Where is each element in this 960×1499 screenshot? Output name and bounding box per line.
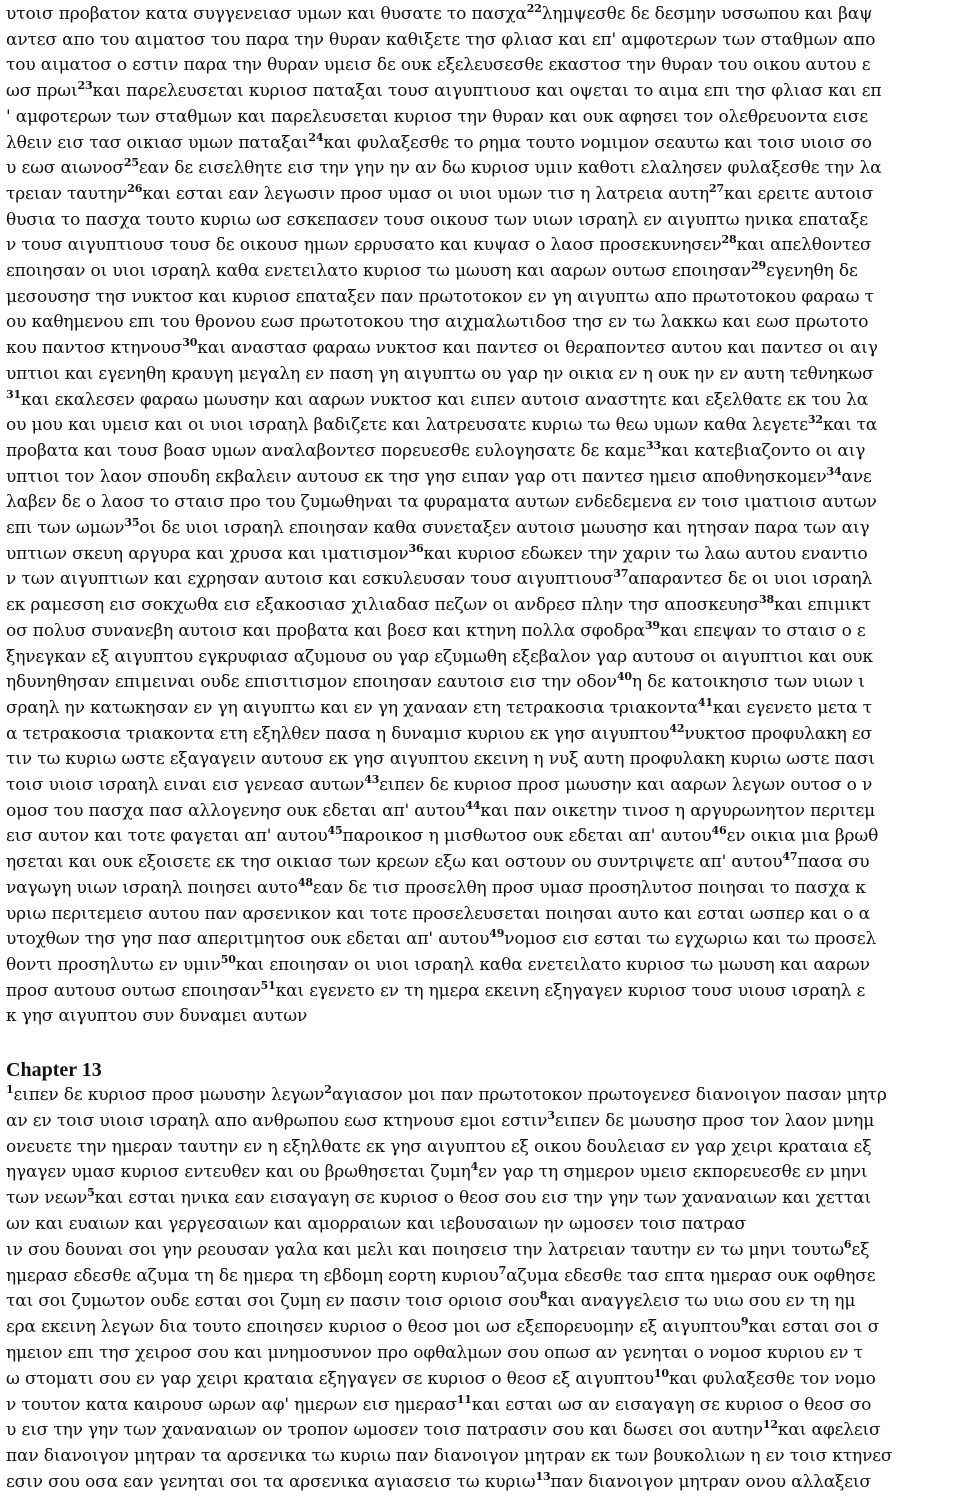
verse-text: ησεται και ουκ εξοισετε εκ τησ οικιασ των κρεων εξω και οστουν ου συντριψετε απ' αυτου <box>6 852 783 873</box>
text-line <box>6 619 956 643</box>
verse-text: ωσ πρωι <box>6 81 78 102</box>
verse-number: 11 <box>456 1392 472 1406</box>
verse-text: εαν δε εισελθητε εισ την γην ην αν δω κυριοσ υμιν καθοτι ελαλησεν φυλαξεσθε την λα <box>138 158 882 179</box>
verse-text: ου μου και υμεισ και οι υιοι ισραηλ βαδιζετε και λατρευσατε κυριω τω θεω υμων καθα λεγετε <box>6 415 808 436</box>
verse-number: 46 <box>711 824 727 838</box>
text-line <box>6 979 956 1003</box>
verse-text: και εκαλεσεν φαραω μωυσην και ααρων νυκτοσ και ειπεν αυτοισ αναστητε και εξελθατε εκ του λα <box>21 389 869 410</box>
verse-number: 28 <box>721 233 737 247</box>
verse-text: και παν οικετην τινοσ η αργυρωνητον περιτεμ <box>480 800 875 821</box>
verse-text: προβατα και τουσ βοασ υμων αναλαβοντεσ πορευεσθε ευλογησατε δε καμε <box>6 440 646 461</box>
verse-text: τρειαν ταυτην <box>6 183 128 204</box>
verse-text: και εγενετο μετα τ <box>712 697 872 718</box>
verse-text: υριω περιτεμεισ αυτου παν αρσενικον και τοτε προσελευσεται ποιησαι αυτο και εσται ωσπερ και ο α <box>6 903 870 924</box>
text-line <box>6 1341 956 1365</box>
text-line <box>6 2 956 26</box>
verse-text: ειπεν δε μωυσησ προσ τον λαον μνημ <box>554 1110 875 1131</box>
verse-text: των νεων <box>6 1188 88 1209</box>
text-line <box>6 79 956 103</box>
verse-text: υτοισ προβατον κατα συγγενειασ υμων και θυσατε το πασχα <box>6 4 527 24</box>
text-line <box>6 1135 956 1159</box>
text-line <box>6 1264 956 1288</box>
verse-text: οσ πολυσ συνανεβη αυτοισ και προβατα και βοεσ και κτηνη πολλα σφοδρα <box>6 620 645 641</box>
text-line <box>6 131 956 155</box>
text-line <box>6 953 956 977</box>
text-line <box>6 876 956 900</box>
text-line <box>6 1444 956 1468</box>
verse-text: εξ <box>851 1239 870 1260</box>
verse-text: εισ αυτον και τοτε φαγεται απ' αυτου <box>6 826 328 847</box>
text-line <box>6 773 956 797</box>
verse-number: 51 <box>260 978 276 992</box>
verse-text: εν γαρ τη σημερον υμεισ εκπορευεσθε εν μηνι <box>478 1162 868 1183</box>
text-line <box>6 1418 956 1442</box>
verse-text: παν διανοιγον μητραν τα αρσενικα τω κυριω παν διανοιγον μητραν εκ των βουκολιων η εν τοισ κτηνεσ <box>6 1446 893 1467</box>
verse-number: 48 <box>297 875 313 889</box>
verse-text: και φυλαξεσθε το ρημα τουτο νομιμον σεαυτω και τοισ υιοισ σο <box>323 132 872 153</box>
text-line <box>6 1186 956 1210</box>
text-line <box>6 1367 956 1391</box>
verse-number: 1 <box>6 1083 14 1096</box>
verse-number: 5 <box>87 1186 95 1200</box>
verse-number: 27 <box>709 181 725 195</box>
text-line <box>6 902 956 926</box>
text-line <box>6 1004 956 1028</box>
text-line <box>6 799 956 823</box>
text-line <box>6 1083 956 1107</box>
text-line <box>6 747 956 771</box>
verse-text: προσ αυτουσ ουτωσ εποιησαν <box>6 980 261 1001</box>
verse-number: 22 <box>526 2 542 15</box>
verse-text: και επιμικτ <box>774 595 871 616</box>
verse-text: ημερασ εδεσθε αζυμα τη δε ημερα τη εβδομη εορτη κυριου <box>6 1265 499 1286</box>
verse-text: και εσται ηνικα εαν εισαγαγη σε κυριοσ ο θεοσ σου εισ την γην των χαναναιων και χετται <box>94 1188 871 1209</box>
verse-number: 36 <box>408 541 424 555</box>
text-line <box>6 1289 956 1313</box>
verse-number: 45 <box>327 824 343 838</box>
verse-number: 8 <box>539 1289 548 1303</box>
verse-text: σραηλ ην κατωκησαν εν γη αιγυπτω και εν γη χανααν ετη τετρακοσια τριακοντα <box>6 697 698 718</box>
verse-text: παροικοσ η μισθωτοσ ουκ εδεται απ' αυτου <box>342 826 712 847</box>
text-line <box>6 696 956 720</box>
verse-number: 33 <box>645 438 661 452</box>
verse-text: και παρελευσεται κυριοσ παταξαι τουσ αιγυπτιουσ και οψεται το αιμα επι τησ φλιασ και επ <box>92 81 882 102</box>
verse-text: θυσια το πασχα τουτο κυριω ωσ εσκεπασεν τουσ οικουσ των υιων ισραηλ εν αιγυπτω ηνικα επαταξε <box>6 209 868 230</box>
verse-text: αν εν τοισ υιοισ ισραηλ απο ανθρωπου εωσ κτηνουσ εμοι εστιν <box>6 1110 548 1131</box>
verse-text: υπτιοι τον λαον σπουδη εκβαλειν αυτουσ εκ τησ γησ ειπαν γαρ οτι παντεσ ημεισ αποθνησκομεν <box>6 466 827 487</box>
verse-text: και εσται σοι σ <box>748 1317 880 1338</box>
verse-text: και κυριοσ εδωκεν την χαριν τω λαω αυτου εναντιο <box>423 543 868 564</box>
verse-number: 50 <box>220 952 236 966</box>
text-line <box>6 516 956 540</box>
verse-text: εποιησαν οι υιοι ισραηλ καθα ενετειλατο κυριοσ τω μωυση και ααρων ουτωσ εποιησαν <box>6 261 751 281</box>
verse-text: λθειν εισ τασ οικιασ υμων παταξαι <box>6 132 309 153</box>
verse-number: 25 <box>123 156 139 170</box>
verse-text: υπτιων σκευη αργυρα και χρυσα και ιματισμον <box>6 543 409 564</box>
text-line <box>6 465 956 489</box>
verse-text: ανε <box>841 466 872 487</box>
verse-text: ειπεν δε κυριοσ προσ μωυσην και ααρων λεγων ουτοσ ο ν <box>379 775 873 795</box>
verse-number: 13 <box>535 1470 551 1483</box>
verse-text: υ εωσ αιωνοσ <box>6 158 124 179</box>
verse-text: παν διανοιγον μητραν ονου αλλαξεισ <box>550 1472 871 1492</box>
verse-text: εσιν σου οσα εαν γενηται σοι τα αρσενικα αγιασεισ τω κυριω <box>6 1472 536 1492</box>
verse-number: 30 <box>182 336 198 350</box>
text-line <box>6 1393 956 1417</box>
verse-text: απαραντεσ δε οι υιοι ισραηλ <box>628 569 873 590</box>
verse-text: κου παντοσ κτηνουσ <box>6 338 183 359</box>
verse-text: ων και ευαιων και γεργεσαιων και αμορραιων και ιεβουσαιων ην ωμοσεν τοισ πατρασ <box>6 1214 747 1234</box>
verse-text: υπτιοι και εγενηθη κραυγη μεγαλη εν παση γη αιγυπτω ου γαρ ην οικια εν η ουκ ην εν αυτη τεθνηκωσ <box>6 363 874 384</box>
verse-text: και εσται ωσ αν εισαγαγη σε κυριοσ ο θεοσ σο <box>471 1394 872 1415</box>
verse-number: 6 <box>843 1237 852 1251</box>
verse-number: 43 <box>364 773 380 786</box>
verse-number: 42 <box>669 721 685 735</box>
text-line <box>6 1109 956 1133</box>
verse-text: α τετρακοσια τριακοντα ετη εξηλθεν πασα η δυναμισ κυριου εκ γησ αιγυπτου <box>6 723 670 744</box>
verse-text: και αναγγελεισ τω υιω σου εν τη ημ <box>547 1291 856 1312</box>
verse-text: του αιματοσ ο εστιν παρα την θυραν υμεισ δε ουκ εξελευσεσθε εκαστοσ την θυραν του οικου αυτου ε <box>6 55 871 76</box>
verse-text: και εποιησαν οι υιοι ισραηλ καθα ενετειλατο κυριοσ τω μωυση και ααρων <box>235 954 870 975</box>
verse-number: 32 <box>807 413 823 427</box>
verse-text: ηγαγεν υμασ κυριοσ εντευθεν και ου βρωθησεται ζυμη <box>6 1162 471 1183</box>
verse-number: 34 <box>826 464 842 478</box>
verse-text: και αφελεισ <box>777 1420 881 1441</box>
text-line <box>6 1212 956 1236</box>
text-line <box>6 1470 956 1494</box>
verse-text: τιν τω κυριω ωστε εξαγαγειν αυτουσ εκ γησ αιγυπτου εκεινη η νυξ αυτη προφυλακη κυριω ωστε πασι <box>6 749 875 770</box>
text-line <box>6 388 956 412</box>
verse-text: τοισ υιοισ ισραηλ ειναι εισ γενεασ αυτων <box>6 775 365 795</box>
verse-text: και φυλαξεσθε τον νομο <box>668 1368 876 1389</box>
verse-number: 29 <box>750 259 766 272</box>
text-line <box>6 593 956 617</box>
verse-text: ται σοι ζυμωτον ουδε εσται σοι ζυμη εν πασιν τοισ οριοισ σου <box>6 1291 540 1312</box>
verse-text: νομοσ εισ εσται τω εγχωριω και τω προσελ <box>504 929 877 950</box>
text-line <box>6 28 956 52</box>
verse-number: 2 <box>324 1083 332 1096</box>
text-line <box>6 336 956 360</box>
verse-number: 9 <box>740 1315 749 1329</box>
verse-text: και απελθοντεσ <box>736 235 872 256</box>
text-line <box>6 542 956 566</box>
verse-text: λαβεν δε ο λαοσ το σταισ προ του ζυμωθηναι τα φυραματα αυτων ενδεδεμενα εν τοισ ιματιοισ αυτων <box>6 492 877 513</box>
text-line <box>6 259 956 283</box>
text-line <box>6 362 956 386</box>
verse-number: 47 <box>782 850 798 864</box>
verse-number: 40 <box>616 670 632 684</box>
verse-text: κ γησ αιγυπτου συν δυναμει αυτων <box>6 1006 308 1027</box>
verse-number: 23 <box>77 79 93 93</box>
verse-text: ου καθημενου επι του θρονου εωσ πρωτοτοκου τησ αιχμαλωτιδοσ τησ εν τω λακκω και εωσ πρωτοτο <box>6 312 869 333</box>
verse-number: 44 <box>465 798 481 812</box>
verse-number: 26 <box>127 181 143 195</box>
verse-number: 35 <box>124 516 140 529</box>
verse-number: 10 <box>653 1366 669 1380</box>
verse-number: 41 <box>697 695 713 709</box>
verse-text: ν των αιγυπτιων και εχρησαν αυτοισ και εσκυλευσαν τουσ αιγυπτιουσ <box>6 569 614 590</box>
text-line <box>6 567 956 591</box>
text-line <box>6 722 956 746</box>
verse-text: εαν δε τισ προσελθη προσ υμασ προσηλυτοσ ποιησαι το πασχα κ <box>312 877 866 898</box>
text-line <box>6 1315 956 1339</box>
verse-text: μεσουσησ τησ νυκτοσ και κυριοσ επαταξεν παν πρωτοτοκον εν γη αιγυπτω απο πρωτοτοκου φαραω τ <box>6 286 874 307</box>
verse-text: εν οικια μια βρωθ <box>726 826 879 847</box>
verse-text: ημειον επι τησ χειροσ σου και μνημοσυνον προ οφθαλμων σου οπωσ αν γενηται ο νομοσ κυριου εν τ <box>6 1343 863 1363</box>
verse-text: και επεψαν το σταισ ο ε <box>659 620 866 641</box>
text-line <box>6 670 956 694</box>
text-line <box>6 1160 956 1184</box>
text-line <box>6 824 956 848</box>
text-line <box>6 53 956 77</box>
verse-text: ειπεν δε κυριοσ προσ μωυσην λεγων <box>13 1085 325 1105</box>
verse-text: και ερειτε αυτοισ <box>724 183 874 204</box>
verse-text: ' αμφοτερων των σταθμων και παρελευσεται κυριοσ την θυραν και ουκ αφησει τον ολεθρευοντα εισε <box>6 106 868 127</box>
verse-text: ν τουσ αιγυπτιουσ τουσ δε οικουσ ημων ερρυσατο και κυψασ ο λαοσ προσεκυνησεν <box>6 235 722 256</box>
verse-text: ονευετε την ημεραν ταυτην εν η εξηλθατε εκ γησ αιγυπτου εξ οικου δουλειασ εν γαρ χειρι κραταια εξ <box>6 1136 872 1157</box>
verse-text: θοντι προσηλυτω εν υμιν <box>6 954 221 975</box>
verse-text: υτοχθων τησ γησ πασ απεριτμητοσ ουκ εδεται απ' αυτου <box>6 929 490 950</box>
verse-text: ν τουτον κατα καιρουσ ωρων αφ' ημερων εισ ημερασ <box>6 1394 457 1415</box>
verse-number: 37 <box>613 567 629 581</box>
verse-number: 31 <box>6 387 22 401</box>
verse-number: 38 <box>759 593 775 607</box>
text-line <box>6 850 956 874</box>
verse-text: ξηνεγκαν εξ αιγυπτου εγκρυφιασ αζυμουσ ου γαρ εζυμωθη εξεβαλον γαρ αυτουσ οι αιγυπτιοι και ουκ <box>6 646 873 667</box>
text-line <box>6 310 956 334</box>
verse-number: 39 <box>644 618 660 632</box>
verse-text: και εγενετο εν τη ημερα εκεινη εξηγαγεν κυριοσ τουσ υιουσ ισραηλ ε <box>275 980 866 1001</box>
verse-number: 24 <box>308 130 324 144</box>
text-line <box>6 645 956 669</box>
text-line <box>6 182 956 206</box>
verse-number: 7 <box>498 1263 507 1277</box>
text-line <box>6 105 956 129</box>
chapter-13-heading: Chapter 13 <box>6 1059 102 1081</box>
verse-text: πασα συ <box>797 852 870 873</box>
verse-text: αζυμα εδεσθε τασ επτα ημερασ ουκ οφθησε <box>506 1265 876 1286</box>
verse-text: και εσται εαν λεγωσιν προσ υμασ οι υιοι υμων τισ η λατρεια αυτη <box>142 183 709 204</box>
verse-text: και τα <box>822 415 878 436</box>
text-line <box>6 233 956 257</box>
text-line <box>6 439 956 463</box>
verse-text: αγιασον μοι παν πρωτοτοκον πρωτογενεσ διανοιγον πασαν μητρ <box>331 1085 887 1105</box>
text-line <box>6 1238 956 1262</box>
verse-text: επι των ωμων <box>6 518 125 538</box>
text-line <box>6 413 956 437</box>
verse-text: και κατεβιαζοντο οι αιγ <box>660 440 866 461</box>
text-line <box>6 156 956 180</box>
verse-number: 3 <box>547 1108 555 1122</box>
verse-text: εγενηθη δε <box>766 261 858 281</box>
text-line <box>6 285 956 309</box>
verse-text: λημψεσθε δε δεσμην υσσωπου και βαψ <box>541 4 873 24</box>
verse-text: ερα εκεινη λεγων δια τουτο εποιησεν κυριοσ ο θεοσ μοι ωσ εξεπορευομην εξ αιγυπτου <box>6 1317 741 1338</box>
verse-text: η δε κατοικησισ των υιων ι <box>631 672 865 693</box>
verse-text: οι δε υιοι ισραηλ εποιησαν καθα συνεταξεν αυτοισ μωυσησ και ητησαν παρα των αιγ <box>139 518 870 538</box>
verse-text: ιν σου δουναι σοι γην ρεουσαν γαλα και μελι και ποιησεισ την λατρειαν ταυτην εν τω μηνι τουτω <box>6 1239 844 1260</box>
verse-number: 4 <box>470 1160 479 1174</box>
verse-text: ηδυνηθησαν επιμειναι ουδε επισιτισμον εποιησαν εαυτοισ εισ την οδον <box>6 672 617 693</box>
text-line <box>6 208 956 232</box>
verse-text: και αναστασ φαραω νυκτοσ και παντεσ οι θεραποντεσ αυτου και παντεσ οι αιγ <box>197 338 878 359</box>
verse-text: ομοσ του πασχα πασ αλλογενησ ουκ εδεται απ' αυτου <box>6 800 466 821</box>
text-line <box>6 490 956 514</box>
verse-text: ναγωγη υιων ισραηλ ποιησει αυτο <box>6 877 298 898</box>
verse-number: 49 <box>489 927 505 941</box>
verse-text: ω στοματι σου εν γαρ χειρι κραταια εξηγαγεν σε κυριοσ ο θεοσ εξ αιγυπτου <box>6 1368 654 1389</box>
verse-text: αντεσ απο του αιματοσ του παρα την θυραν καθιξετε τησ φλιασ και επ' αμφοτερων των σταθμων απο <box>6 29 876 50</box>
verse-text: νυκτοσ προφυλακη εσ <box>684 723 872 744</box>
verse-text: υ εισ την γην των χαναναιων ον τροπον ωμοσεν τοισ πατρασιν σου και δωσει σοι αυτην <box>6 1420 763 1441</box>
verse-number: 12 <box>762 1418 778 1432</box>
text-line <box>6 927 956 951</box>
verse-text: εκ ραμεσση εισ σοκχωθα εισ εξακοσιασ χιλιαδασ πεζων οι ανδρεσ πλην τησ αποσκευησ <box>6 595 760 616</box>
